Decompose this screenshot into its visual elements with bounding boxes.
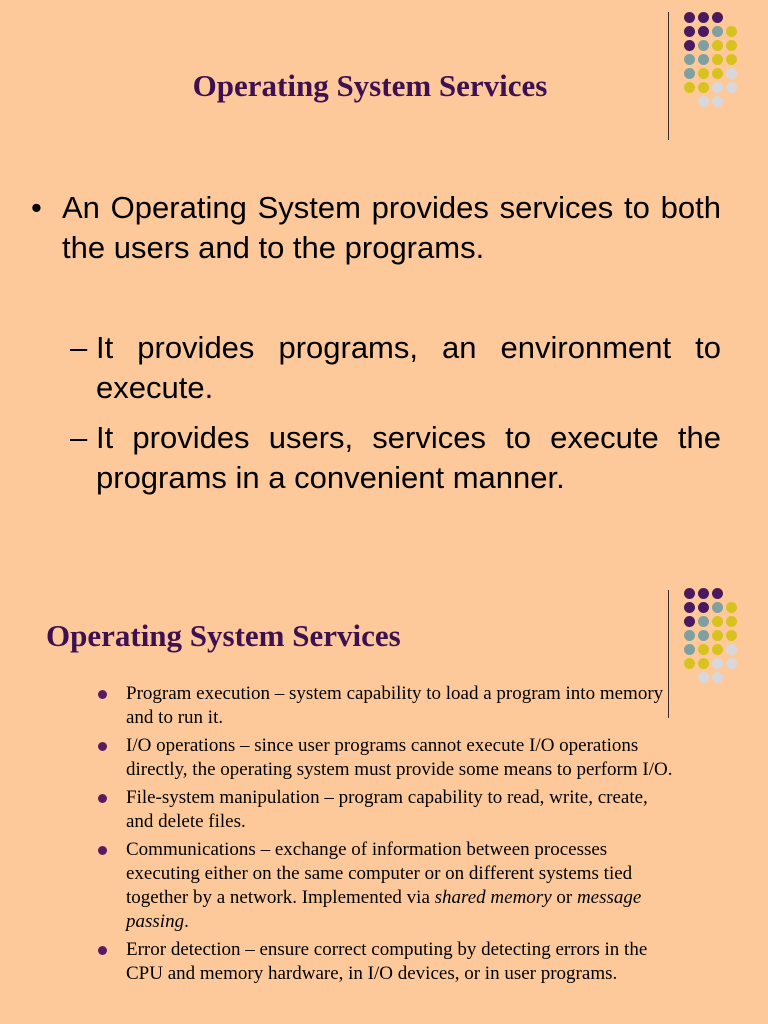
bullet-text: An Operating System provides services to both the users and to the programs. bbox=[62, 190, 721, 265]
list-item bbox=[96, 938, 676, 986]
decor-dot bbox=[684, 54, 695, 65]
decor-dot bbox=[712, 616, 723, 627]
decor-dot bbox=[726, 602, 737, 613]
decor-dot bbox=[698, 616, 709, 627]
decor-dot bbox=[698, 26, 709, 37]
decor-dot bbox=[726, 616, 737, 627]
services-list bbox=[96, 682, 676, 990]
slide-2 bbox=[0, 540, 768, 1024]
decor-dot bbox=[712, 672, 723, 683]
decor-dot bbox=[726, 26, 737, 37]
decor-dot bbox=[712, 658, 723, 669]
dash-marker: – bbox=[70, 330, 88, 365]
bullet-dot bbox=[98, 794, 107, 803]
decor-dot bbox=[726, 54, 737, 65]
list-item-text bbox=[126, 839, 641, 932]
decor-dot bbox=[684, 12, 695, 23]
list-item-text: Error detection – ensure correct computing by detecting errors in the CPU and memory hardware, in I/O devices, or in user programs. bbox=[126, 939, 648, 984]
decor-dot bbox=[712, 588, 723, 599]
dash-marker: – bbox=[70, 420, 88, 455]
decor-dot bbox=[698, 602, 709, 613]
decor-dot bbox=[684, 26, 695, 37]
decor-dot bbox=[684, 616, 695, 627]
decor-dot bbox=[698, 54, 709, 65]
decor-dot bbox=[684, 588, 695, 599]
decor-dot bbox=[726, 630, 737, 641]
bullet-dot bbox=[98, 946, 107, 955]
decor-dot bbox=[684, 602, 695, 613]
decor-dot bbox=[712, 54, 723, 65]
decor-dot bbox=[698, 588, 709, 599]
decor-dot bbox=[684, 658, 695, 669]
bullet-marker: • bbox=[31, 190, 42, 225]
emphasis-message-passing: message passing bbox=[126, 887, 642, 932]
list-item bbox=[96, 682, 676, 730]
decor-dot bbox=[698, 672, 709, 683]
decor-dot bbox=[698, 658, 709, 669]
decor-dot bbox=[698, 644, 709, 655]
decor-dot bbox=[726, 658, 737, 669]
subbullet-text: It provides users, services to execute the programs in a convenient manner. bbox=[96, 420, 721, 495]
decor-dot bbox=[698, 630, 709, 641]
slide-title: Operating System Services bbox=[192, 68, 548, 103]
decor-dot bbox=[726, 644, 737, 655]
decor-dot bbox=[726, 40, 737, 51]
text-segment: . bbox=[184, 911, 189, 932]
list-item-text: I/O operations – since user programs cannot execute I/O operations directly, the operating system must provide some means to perform I/O. bbox=[126, 735, 673, 780]
list-item bbox=[96, 838, 676, 934]
bullet-dot bbox=[98, 742, 107, 751]
slide-title: Operating System Services bbox=[46, 618, 401, 653]
decor-dot bbox=[698, 12, 709, 23]
emphasis-shared-memory: shared memory bbox=[434, 887, 552, 908]
list-item-text: Program execution – system capability to load a program into memory and to run it. bbox=[126, 683, 664, 728]
list-item bbox=[96, 734, 676, 782]
decor-dot bbox=[698, 40, 709, 51]
decor-dot bbox=[684, 40, 695, 51]
list-item-text: File-system manipulation – program capability to read, write, create, and delete files. bbox=[126, 787, 648, 832]
text-segment: or bbox=[551, 887, 577, 908]
subbullet-text: It provides programs, an environment to execute. bbox=[96, 330, 721, 405]
decor-dot bbox=[684, 630, 695, 641]
decor-dot bbox=[712, 40, 723, 51]
decor-dot bbox=[712, 602, 723, 613]
list-item bbox=[96, 786, 676, 834]
bullet-dot bbox=[98, 690, 107, 699]
bullet-dot bbox=[98, 846, 107, 855]
decor-dot bbox=[684, 644, 695, 655]
decor-dot bbox=[712, 12, 723, 23]
decor-dot bbox=[712, 630, 723, 641]
text-segment: Communications – exchange of information between processes executing either on the same computer or on different systems tied together by a network. Implemented via bbox=[126, 839, 633, 908]
decor-dot bbox=[712, 26, 723, 37]
decor-dot bbox=[712, 644, 723, 655]
